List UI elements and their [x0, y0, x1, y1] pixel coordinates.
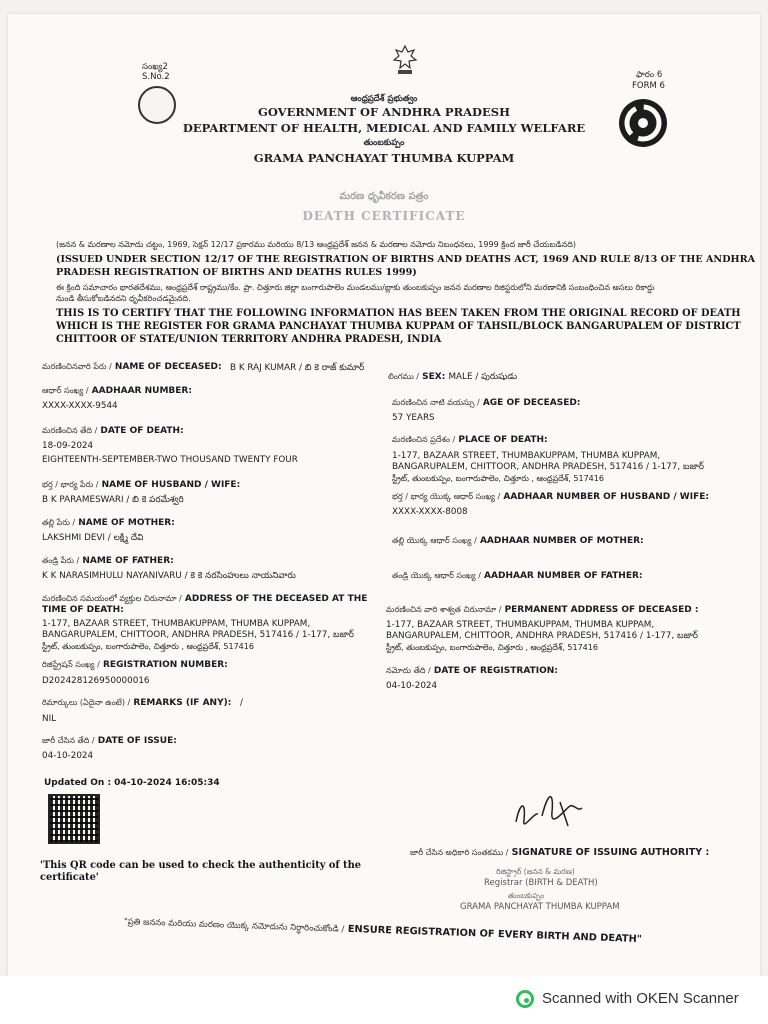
- father-aadhaar-label: తండ్రి యొక్క ఆధార్ సంఖ్య / AADHAAR NUMBER OF FATHER:: [392, 571, 643, 581]
- spouse-name-label: భర్త / భార్య పేరు / NAME OF HUSBAND / WIFE:: [42, 480, 241, 490]
- remarks-label: రిమార్కులు (ఏదైనా ఉంటే) / REMARKS (IF ANY):: [42, 698, 232, 708]
- mother-aadhaar-label: తల్లి యొక్క ఆధార్ సంఖ్య / AADHAAR NUMBER OF MOTHER:: [392, 536, 644, 546]
- registration-date-value: 04-10-2024: [386, 681, 438, 691]
- spouse-aadhaar-label: భర్త / భార్య యొక్క ఆధార్ సంఖ్య / AADHAAR NUMBER OF HUSBAND / WIFE:: [392, 492, 709, 502]
- registration-number-value: D202428126950000016: [42, 676, 150, 686]
- address-at-death-line-3: స్ట్రీట్, తుంబకుప్పం, బంగారుపాలెం, చిత్తూరు , ఆంధ్రప్రదేశ్, 517416: [42, 642, 254, 651]
- stamp-line-2: GRAMA PANCHAYAT THUMBA KUPPAM: [460, 902, 620, 912]
- permanent-address-line-3: స్ట్రీట్, తుంబకుప్పం, బంగారుపాలెం, చిత్తూరు , ఆంధ్రప్రదేశ్, 517416: [386, 643, 598, 652]
- signature-authority-label: జారీ చేసిన అధికారి సంతకము / SIGNATURE OF ISSUING AUTHORITY :: [410, 847, 710, 858]
- address-at-death-label: మరణించిన సమయంలో వ్యక్తుల చిరునామా / ADDRESS OF THE DECEASED AT THE TIME OF DEATH:: [42, 594, 368, 615]
- place-of-death-label: మరణించిన ప్రదేశం / PLACE OF DEATH:: [392, 435, 548, 445]
- date-of-death-label: మరణించిన తేది / DATE OF DEATH:: [42, 426, 184, 436]
- certificate-title-telugu: మరణ ధృవీకరణ పత్రం: [339, 191, 429, 202]
- spouse-name-value: B K PARAMESWARI / బి కె పరమేశ్వరి: [42, 495, 184, 505]
- certify-line-1: THIS IS TO CERTIFY THAT THE FOLLOWING INFORMATION HAS BEEN TAKEN FROM THE ORIGINAL RECORD OF DEATH: [56, 308, 741, 319]
- certify-line-3: CHITTOOR OF STATE/UNION TERRITORY ANDHRA PRADESH, INDIA: [56, 334, 442, 345]
- registration-date-label: నమోదు తేది / DATE OF REGISTRATION:: [386, 666, 558, 676]
- place-of-death-line-1: 1-177, BAZAAR STREET, THUMBAKUPPAM, THUMBA KUPPAM,: [392, 451, 661, 461]
- certify-telugu-2: నుండి తీసుకోబడినదని ధృవీకరించడమైనది.: [56, 294, 191, 303]
- certify-line-2: WHICH IS THE REGISTER FOR GRAMA PANCHAYAT THUMBA KUPPAM OF TAHSIL/BLOCK BANGARUPALEM OF DISTRICT: [56, 321, 741, 332]
- date-of-issue-label: జారీ చేసిన తేది / DATE OF ISSUE:: [42, 736, 177, 746]
- oken-scanner-icon: [516, 990, 534, 1008]
- father-name-value: K K NARASIMHULU NAYANIVARU / కె కె నరసింహులు నాయనివారు: [42, 571, 296, 581]
- remarks-value: NIL: [42, 714, 57, 724]
- address-at-death-line-1: 1-177, BAZAAR STREET, THUMBAKUPPAM, THUMBA KUPPAM,: [42, 619, 311, 629]
- date-of-death-words: EIGHTEENTH-SEPTEMBER-TWO THOUSAND TWENTY FOUR: [42, 455, 298, 465]
- act-line-2: PRADESH REGISTRATION OF BIRTHS AND DEATHS RULES 1999): [56, 267, 417, 278]
- sex-value: MALE / పురుషుడు: [448, 372, 517, 382]
- address-at-death-line-2: BANGARUPALEM, CHITTOOR, ANDHRA PRADESH, 517416 / 1-177, బజార్: [42, 630, 354, 640]
- state-emblem-icon: [392, 44, 418, 78]
- panchayat-telugu: తుంబకుప్పం: [363, 138, 405, 148]
- act-line-1: (ISSUED UNDER SECTION 12/17 OF THE REGISTRATION OF BIRTHS AND DEATHS ACT, 1969 AND RULE 8/13 OF THE ANDHRA: [56, 254, 756, 265]
- date-of-issue-value: 04-10-2024: [42, 751, 94, 761]
- age-value: 57 YEARS: [392, 413, 435, 423]
- ensure-registration: "ప్రతి జననం మరియు మరణం యొక్క నమోదును నిర్ధారించుకోండి / ENSURE REGISTRATION OF EVERY BIRTH AND DEATH": [123, 916, 643, 946]
- place-of-death-line-2: BANGARUPALEM, CHITTOOR, ANDHRA PRADESH, 517416 / 1-177, బజార్: [392, 462, 704, 472]
- signature-icon: [508, 782, 598, 842]
- updated-on: Updated On : 04-10-2024 16:05:34: [44, 778, 220, 788]
- qr-note-line-2: certificate': [40, 872, 99, 883]
- place-of-death-line-3: స్ట్రీట్, తుంబకుప్పం, బంగారుపాలెం, చిత్తూరు , ఆంధ్రప్రదేశ్, 517416: [392, 474, 604, 483]
- form-number: FORM 6: [632, 81, 665, 91]
- spouse-aadhaar-value: XXXX-XXXX-8008: [392, 507, 468, 517]
- name-of-deceased-label: మరణించినవారి పేరు / NAME OF DECEASED:: [42, 362, 222, 372]
- permanent-address-label: మరణించిన వారి శాశ్వత చిరునామా / PERMANENT ADDRESS OF DECEASED :: [386, 605, 699, 615]
- mother-name-label: తల్లి పేరు / NAME OF MOTHER:: [42, 518, 175, 528]
- sno-label: S.No.2: [142, 72, 170, 82]
- name-of-deceased-value: B K RAJ KUMAR / బి కె రాజ్ కుమార్: [230, 363, 365, 373]
- department-title: DEPARTMENT OF HEALTH, MEDICAL AND FAMILY WELFARE: [182, 121, 586, 135]
- stamp-line-1: Registrar (BIRTH & DEATH): [484, 878, 598, 888]
- stamp-line-2-telugu: తుంబకుప్పం: [508, 891, 545, 900]
- permanent-address-line-2: BANGARUPALEM, CHITTOOR, ANDHRA PRADESH, 517416 / 1-177, బజార్: [386, 631, 698, 641]
- scanner-label: Scanned with OKEN Scanner: [542, 990, 739, 1007]
- sex-label: లింగము / SEX: MALE / పురుషుడు: [388, 372, 517, 382]
- certificate-title: DEATH CERTIFICATE: [302, 209, 466, 223]
- act-telugu: (జనన & మరణాల నమోదు చట్టం, 1969, సెక్షన్ 12/17 ప్రకారము మరియు 8/13 ఆంధ్రప్రదేశ్ జనన & మరణాల నమోదు నిబంధనలు, 1999 క్రింద జారీ చేయబడినది): [56, 240, 576, 249]
- mother-name-value: LAKSHMI DEVI / లక్ష్మి దేవి: [42, 533, 144, 543]
- registration-number-label: రిజిస్ట్రేషన్ సంఖ్య / REGISTRATION NUMBER:: [42, 660, 228, 670]
- permanent-address-line-1: 1-177, BAZAAR STREET, THUMBAKUPPAM, THUMBA KUPPAM,: [386, 620, 655, 630]
- government-title: GOVERNMENT OF ANDHRA PRADESH: [258, 105, 510, 119]
- panchayat-title: GRAMA PANCHAYAT THUMBA KUPPAM: [253, 151, 515, 165]
- certificate-paper: [8, 14, 760, 976]
- state-telugu: ఆంధ్రప్రదేశ్ ప్రభుత్వం: [350, 94, 418, 104]
- qr-code[interactable]: [48, 794, 100, 844]
- date-of-death-value: 18-09-2024: [42, 441, 94, 451]
- certify-telugu-1: ఈ క్రింది సమాచారం భారతదేశము, ఆంధ్రప్రదేశ్ రాష్ట్రము/కేం. ప్రా. చిత్తూరు జిల్లా బంగారుపాలెం మండలము/బ్లాకు తుంబకుప్పం జనన మరణాల రిజిస్టరులోని మరణానికి సంబంధించిన అసలు రికార్డు: [56, 283, 655, 292]
- aadhaar-label: ఆధార్ సంఖ్య / AADHAAR NUMBER:: [42, 386, 192, 396]
- aadhaar-value: XXXX-XXXX-9544: [42, 401, 118, 411]
- qr-note-line-1: 'This QR code can be used to check the authenticity of the: [40, 860, 361, 871]
- remarks-slash: /: [240, 698, 243, 708]
- age-label: మరణించిన నాటి వయస్సు / AGE OF DECEASED:: [392, 398, 581, 408]
- father-name-label: తండ్రి పేరు / NAME OF FATHER:: [42, 556, 174, 566]
- sno-telugu: సంఖ్య2: [142, 62, 168, 72]
- stamp-line-1-telugu: రిజిస్ట్రార్ (జనన & మరణ): [496, 867, 575, 876]
- form-telugu: ఫారం 6: [636, 70, 663, 80]
